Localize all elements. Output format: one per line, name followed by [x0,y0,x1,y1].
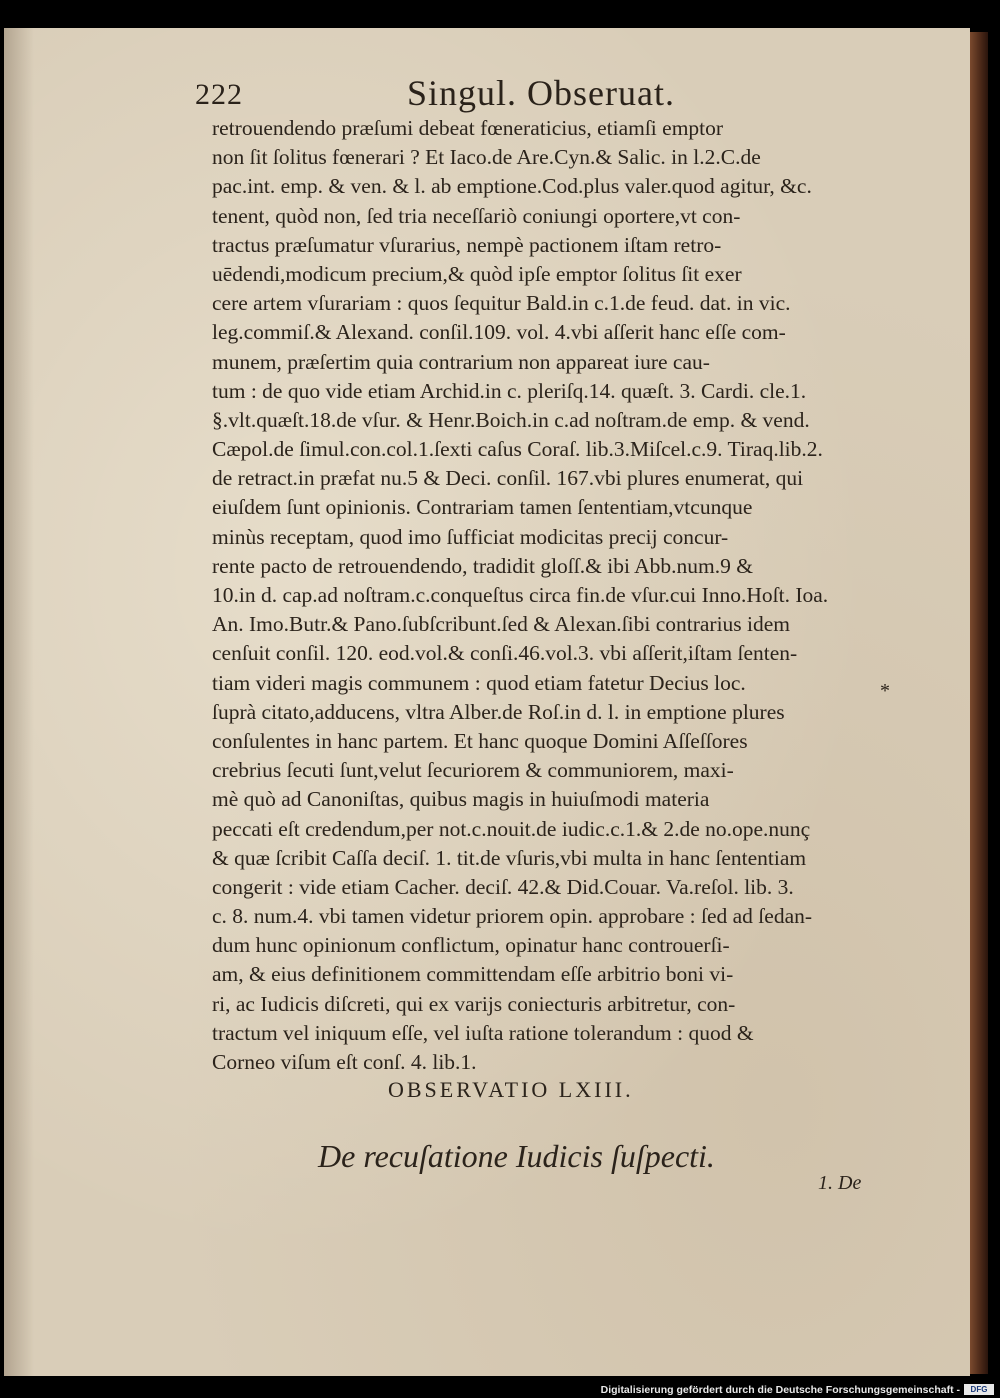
text-line: tum : de quo vide etiam Archid.in c. pleriſq.14. quæſt. 3. Cardi. cle.1. [212,378,807,403]
text-line: pac.int. emp. & ven. & l. ab emptione.Cod.plus valer.quod agitur, &c. [212,174,812,199]
text-line: c. 8. num.4. vbi tamen videtur priorem opin. approbare : ſed ad ſedan- [212,904,813,929]
text-line: tractus præſumatur vſurarius, nempè pactionem iſtam retro- [212,232,722,257]
text-line: rente pacto de retrouendendo, tradidit gloſſ.& ibi Abb.num.9 & [212,553,753,578]
text-line: tiam videri magis communem : quod etiam fatetur Decius loc. [212,670,746,695]
text-line: mè quò ad Canoniſtas, quibus magis in huiuſmodi materia [212,787,710,812]
text-line: Corneo viſum eſt conſ. 4. lib.1. [212,1050,477,1074]
text-line: 10.in d. cap.ad noſtram.c.conqueſtus circa fin.de vſur.cui Inno.Hoſt. Ioa. [212,583,829,607]
text-line: am, & eius definitionem committendam eſſe arbitrio boni vi- [212,962,734,987]
text-line: non ſit ſolitus fœnerari ? Et Iaco.de Are.Cyn.& Salic. in l.2.C.de [212,145,761,170]
text-line: munem, præſertim quia contrarium non appareat iure cau- [212,349,710,374]
section-heading: OBSERVATIO LXIII. [388,1077,634,1102]
text-line: An. Imo.Butr.& Pano.ſubſcribunt.ſed & Alexan.ſibi contrarius idem [212,612,791,637]
text-line: tenent, quòd non, ſed tria neceſſariò coniungi oportere,vt con- [212,203,741,228]
text-line: peccati eſt credendum,per not.c.nouit.de iudic.c.1.& 2.de no.ope.nunç [212,816,811,841]
text-line: retrouendendo præſumi debeat fœneraticius, etiamſi emptor [212,116,724,140]
section-subheading: De recuſatione Iudicis ſuſpecti. [318,1138,715,1174]
catchword: 1. De [818,1172,862,1194]
body-text [212,114,877,1077]
footer-credit: Digitalisierung gefördert durch die Deutsche Forschungsgemeinschaft - [600,1384,960,1396]
text-line: crebrius ſecuti ſunt,velut ſecuriorem & communiorem, maxi- [212,758,734,783]
text-line: §.vlt.quæſt.18.de vſur. & Henr.Boich.in c.ad noſtram.de emp. & vend. [212,407,810,432]
text-line: uēdendi,modicum precium,& quòd ipſe emptor ſolitus ſit exer [212,261,742,286]
dfg-logo: DFG [964,1384,994,1395]
text-line: Cæpol.de ſimul.con.col.1.ſexti caſus Coraſ. lib.3.Miſcel.c.9. Tiraq.lib.2. [212,437,823,462]
text-line: leg.commiſ.& Alexand. conſil.109. vol. 4.vbi aſſerit hanc eſſe com- [212,320,786,345]
text-line: ri, ac Iudicis diſcreti, qui ex varijs coniecturis arbitretur, con- [212,991,736,1016]
text-line: cere artem vſurariam : quos ſequitur Bald.in c.1.de feud. dat. in vic. [212,291,791,316]
margin-mark: * [880,680,890,702]
spine-shadow [4,28,34,1376]
page-header [195,72,685,116]
page-number: 222 [195,78,243,111]
text-line: ſuprà citato,adducens, vltra Alber.de Roſ.in d. l. in emptione plures [212,699,785,724]
text-line: & quæ ſcribit Caſſa deciſ. 1. tit.de vſuris,vbi multa in hanc ſententiam [212,845,807,870]
running-title: Singul. Obseruat. [407,73,675,113]
text-line: congerit : vide etiam Cacher. deciſ. 42.& Did.Couar. Va.reſol. lib. 3. [212,874,794,899]
text-line: cenſuit conſil. 120. eod.vol.& conſi.46.vol.3. vbi aſſerit,iſtam ſenten- [212,641,798,666]
text-line: eiuſdem ſunt opinionis. Contrariam tamen ſententiam,vtcunque [212,495,753,520]
text-line: minùs receptam, quod imo ſufficiat modicitas precij concur- [212,524,729,549]
text-line: de retract.in præfat nu.5 & Deci. conſil. 167.vbi plures enumerat, qui [212,466,804,491]
book-edge [970,32,988,1374]
text-line: tractum vel iniquum eſſe, vel iuſta ratione tolerandum : quod & [212,1020,754,1045]
text-line: conſulentes in hanc partem. Et hanc quoque Domini Aſſeſſores [212,728,748,753]
text-line: dum hunc opinionum conflictum, opinatur hanc controuerſi- [212,933,730,958]
